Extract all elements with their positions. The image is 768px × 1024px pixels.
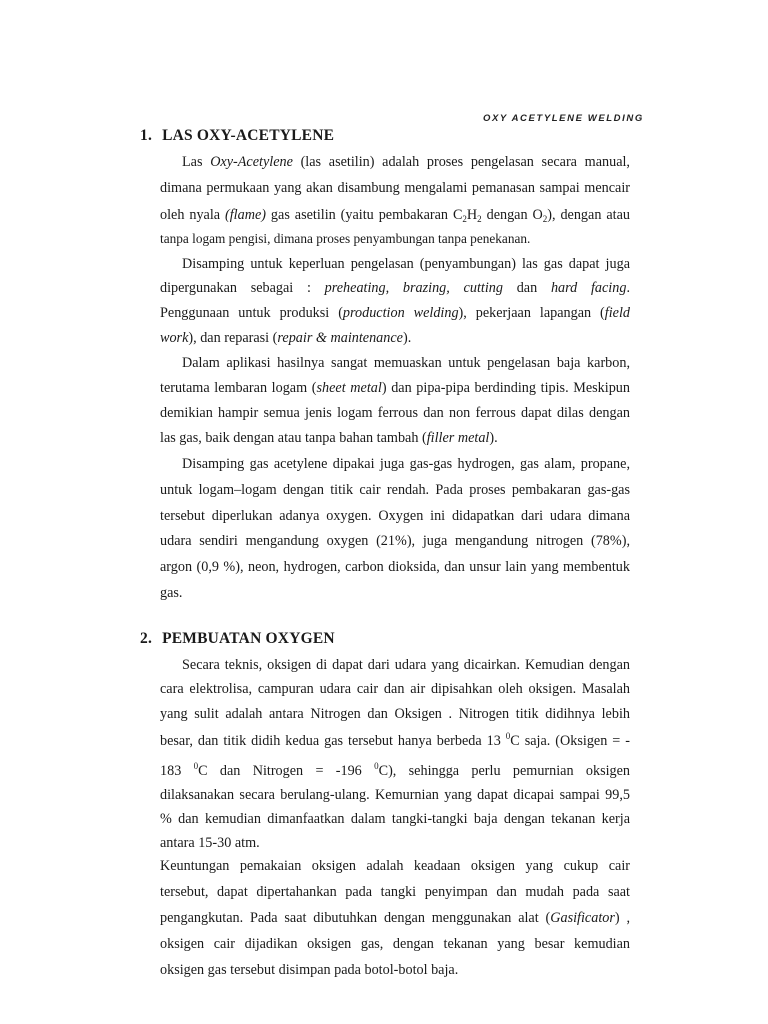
paragraph-line [182, 153, 630, 171]
section-1-title: LAS OXY-ACETYLENE [162, 127, 335, 144]
superscript: 0 [193, 761, 199, 771]
paragraph-line: yang sulit adalah antara Nitrogen dan Oksigen . Nitrogen titik didihnya lebih [160, 706, 630, 722]
running-head: OXY ACETYLENE WELDING [483, 113, 644, 124]
italic-term: Oxy-Acetylene [210, 154, 293, 170]
text-run: C saja. (Oksigen = - [510, 733, 630, 749]
text-run: ), pekerjaan lapangan ( [458, 305, 605, 321]
superscript: 0 [505, 731, 511, 741]
paragraph-line [160, 429, 630, 447]
paragraph-line [160, 379, 630, 397]
paragraph-line: untuk logam–logam dengan titik cair rendah. Pada proses pembakaran gas-gas [160, 482, 630, 498]
paragraph-line: demikian hampir semua jenis logam ferrous dan non ferrous dapat dilas dengan [160, 405, 630, 421]
subscript: 2 [542, 214, 548, 224]
section-1-number: 1. [140, 127, 153, 144]
subscript: 2 [477, 214, 482, 224]
section-2-number: 2. [140, 630, 153, 647]
text-run: C), sehingga perlu pemurnian oksigen [378, 763, 631, 779]
text-run: besar, dan titik didih kedua gas tersebut hanya berbeda 13 [160, 733, 506, 749]
subscript: 2 [462, 214, 467, 224]
italic-term: production welding [342, 305, 459, 321]
italic-term: preheating, brazing, cutting [324, 280, 503, 296]
paragraph-line: cara elektrolisa, campuran udara cair dan air dipisahkan oleh oksigen. Masalah [160, 681, 630, 697]
text-run: oleh nyala [160, 207, 226, 223]
text-run: gas asetilin (yaitu pembakaran C [266, 207, 463, 223]
text-run: Penggunaan untuk produksi ( [160, 305, 343, 321]
paragraph-line: oksigen gas tersebut disimpan pada botol-botol baja. [160, 962, 459, 978]
text-run: ) , [614, 910, 631, 926]
paragraph-line: antara 15-30 atm. [160, 835, 260, 851]
italic-term: Gasificator [550, 910, 615, 926]
text-run: ). [402, 330, 412, 346]
paragraph-line: gas. [160, 585, 183, 601]
paragraph-line [160, 279, 630, 297]
text-run: C dan Nitrogen = -196 [198, 763, 375, 779]
paragraph-line: tersebut diperlukan adanya oxygen. Oxygen ini didapatkan dari udara dimana [160, 508, 630, 524]
italic-term: field [604, 305, 630, 321]
italic-term: sheet metal [316, 380, 382, 396]
paragraph-line [160, 304, 630, 322]
text-run: 183 [160, 763, 194, 779]
paragraph-line: Disamping untuk keperluan pengelasan (penyambungan) las gas dapat juga [182, 256, 630, 272]
text-run: . [626, 280, 630, 296]
paragraph-line: Dalam aplikasi hasilnya sangat memuaskan untuk pengelasan baja karbon, [182, 355, 630, 371]
italic-term: repair & maintenance [277, 330, 403, 346]
paragraph-line: tersebut, dapat dipertahankan pada tangki penyimpan dan mudah pada saat [160, 884, 630, 900]
text-run: ), dan reparasi ( [188, 330, 278, 346]
text-run: ) dan pipa-pipa berdinding tipis. Meskipun [381, 380, 630, 396]
section-2-heading [140, 630, 335, 648]
paragraph-line [160, 732, 630, 750]
text-run: las gas, baik dengan atau tanpa bahan tambah ( [160, 430, 427, 446]
paragraph-line: dilaksanakan secara berulang-ulang. Kemurnian yang dapat dicapai sampai 99,5 [160, 787, 630, 803]
paragraph-line [160, 329, 630, 347]
text-run: pengangkutan. Pada saat dibutuhkan dengan menggunakan alat ( [160, 910, 551, 926]
paragraph-line [160, 909, 630, 927]
paragraph-line [160, 762, 630, 780]
italic-term: (flame) [225, 207, 266, 223]
paragraph-line: argon (0,9 %), neon, hydrogen, carbon dioksida, dan unsur lain yang membentuk [160, 559, 630, 575]
paragraph-line: oksigen cair dijadikan oksigen gas, dengan tekanan yang besar kemudian [160, 936, 630, 952]
text-run: dan [502, 280, 551, 296]
text-run: dengan O [481, 207, 543, 223]
paragraph-line [160, 206, 630, 224]
text-run: terutama lembaran logam ( [160, 380, 317, 396]
text-run: H [466, 207, 478, 223]
paragraph-line: dimana permukaan yang akan disambung mengalami pemanasan sampai mencair [160, 180, 630, 196]
text-run: ). [489, 430, 498, 446]
italic-term: filler metal [426, 430, 490, 446]
paragraph-line: % dan kemudian dimanfaatkan dalam tangki-tangki baja dengan tekanan kerja [160, 811, 630, 827]
paragraph-line: Secara teknis, oksigen di dapat dari udara yang dicairkan. Kemudian dengan [182, 657, 630, 673]
paragraph-line: Keuntungan pemakaian oksigen adalah keadaan oksigen yang cukup cair [160, 858, 630, 874]
section-1-heading [140, 127, 334, 145]
paragraph-line: Disamping gas acetylene dipakai juga gas-gas hydrogen, gas alam, propane, [182, 456, 630, 472]
text-run: dipergunakan sebagai : [160, 280, 325, 296]
paragraph-line: tanpa logam pengisi, dimana proses penyambungan tanpa penekanan. [160, 231, 531, 246]
italic-term: work [160, 330, 189, 346]
text-run: ), dengan atau [547, 207, 630, 223]
superscript: 0 [374, 761, 379, 771]
text-run: Las [182, 154, 211, 170]
text-run: (las asetilin) adalah proses pengelasan secara manual, [292, 154, 630, 170]
paragraph-line: udara sendiri mengandung oxygen (21%), juga mengandung nitrogen (78%), [160, 533, 630, 549]
section-2-title: PEMBUATAN OXYGEN [162, 630, 335, 647]
italic-term: hard facing [550, 280, 627, 296]
